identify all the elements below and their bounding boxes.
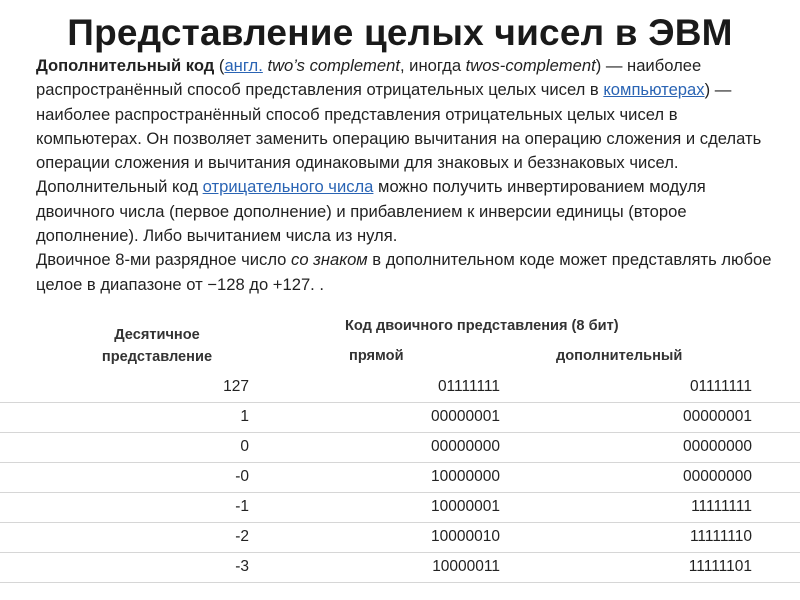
english-term: two’s complement — [267, 56, 400, 75]
text-open-paren: ( — [214, 56, 225, 75]
cell-decimal: -0 — [235, 468, 249, 485]
table-row — [0, 552, 800, 583]
table-row — [0, 462, 800, 493]
text-sep: , иногда — [399, 56, 466, 75]
table-row — [0, 432, 800, 463]
cell-complement: 00000000 — [683, 438, 752, 455]
cell-direct: 10000000 — [431, 468, 500, 485]
header-direct: прямой — [349, 348, 404, 364]
cell-decimal: -2 — [235, 528, 249, 545]
english-variant: twos-complement — [465, 56, 596, 75]
page-title: Представление целых чисел в ЭВМ — [67, 12, 733, 53]
cell-complement: 00000001 — [683, 408, 752, 425]
body-paragraph — [36, 54, 776, 297]
header-complement: дополнительный — [556, 348, 683, 364]
cell-decimal: -3 — [235, 558, 249, 575]
cell-complement: 00000000 — [683, 468, 752, 485]
text-body-3: можно получить инвертированием модуля двоичного числа (первое дополнение) и прибавлением к инверсии единицы (второе дополнение). Либо вычитанием числа из нуля. — [36, 177, 706, 246]
binary-table — [0, 318, 800, 600]
cell-direct: 10000011 — [432, 558, 500, 575]
header-binary-code: Код двоичного представления (8 бит) — [345, 318, 619, 334]
table-row — [0, 372, 800, 403]
term-bold: Дополнительный код — [36, 56, 215, 75]
cell-complement: 11111110 — [689, 528, 752, 545]
text-body-4a: Двоичное 8-ми разрядное число — [36, 250, 292, 270]
text-definition: ) — наиболее распространённый способ представления отрицательных целых чисел в — [36, 56, 702, 100]
negative-number-link[interactable]: отрицательного числа — [202, 177, 374, 197]
cell-complement: 11111111 — [691, 498, 752, 515]
cell-direct: 10000010 — [431, 528, 500, 545]
signed-italic: со знаком — [291, 250, 368, 270]
table-row — [0, 522, 800, 553]
cell-decimal: 1 — [240, 408, 249, 425]
cell-decimal: 0 — [240, 438, 249, 455]
table-row — [0, 492, 800, 523]
cell-direct: 00000001 — [431, 408, 500, 425]
cell-complement: 11111101 — [688, 558, 752, 575]
cell-decimal: -1 — [235, 498, 249, 515]
english-link[interactable]: англ. — [224, 56, 263, 75]
table-row — [0, 402, 800, 433]
computers-link[interactable]: компьютерах — [603, 80, 705, 100]
cell-complement: 01111111 — [689, 378, 752, 395]
text-body-2: ) — наиболее распространённый способ представления отрицательных целых чисел в компьютерах. Он позволяет заменить операцию вычитания на операцию сложения и сделать операции сложения и вычитания одинаковыми для знаковых и беззнаковых чисел. Дополнительный код — [36, 80, 762, 197]
header-decimal: Десятичное представление — [101, 327, 213, 365]
cell-decimal: 127 — [223, 378, 249, 395]
cell-direct: 01111111 — [437, 378, 500, 395]
cell-direct: 00000000 — [431, 438, 500, 455]
cell-direct: 10000001 — [431, 498, 500, 515]
text-body-4b: в дополнительном коде может представлять любое целое в диапазоне от −128 до +127. . — [36, 250, 772, 294]
